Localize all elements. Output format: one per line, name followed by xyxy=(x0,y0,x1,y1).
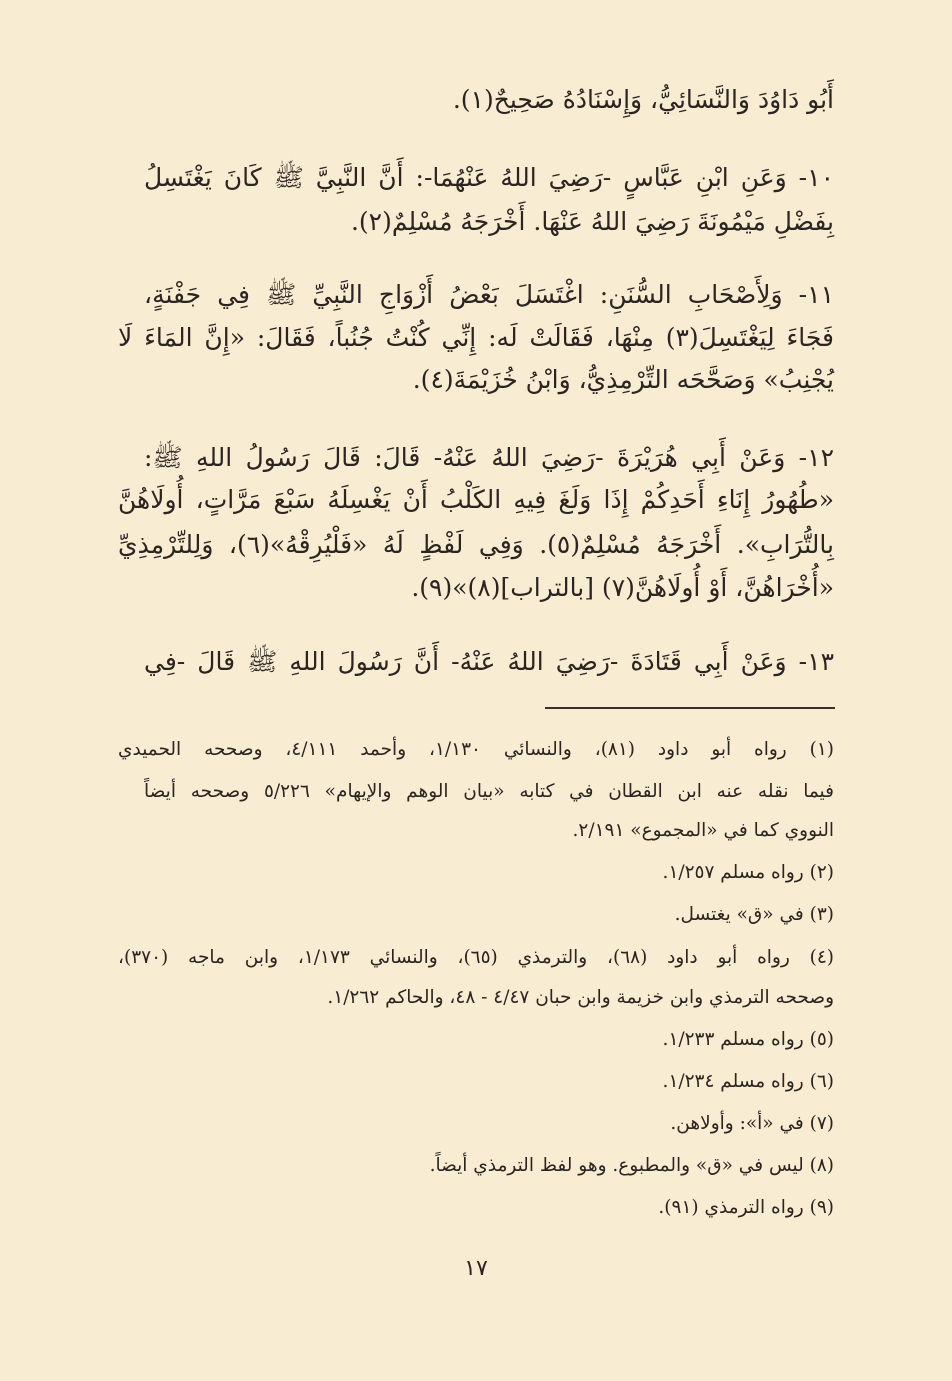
footnote-8: (٨) ليس في «ق» والمطبوع. وهو لفظ الترمذي أيضاً. xyxy=(429,1155,834,1176)
hadith-12-line-3: بِالتُّرَابِ». أَخْرَجَهُ مُسْلِمٌ(٥). وَفِي لَفْظٍ لَهُ «فَلْيُرِقْهُ»(٦)، وَلِلتِّرْمِذِيِّ xyxy=(118,530,834,559)
footnote-3: (٣) في «ق» يغتسل. xyxy=(674,904,834,925)
hadith-10-line-2: بِفَضْلِ مَيْمُونَةَ رَضِيَ اللهُ عَنْهَا. أَخْرَجَهُ مُسْلِمٌ(٢). xyxy=(350,207,834,236)
footnote-9: (٩) رواه الترمذي (٩١). xyxy=(658,1197,834,1218)
footnote-divider xyxy=(545,707,835,709)
footnote-1-line-3: النووي كما في «المجموع» ٢/١٩١. xyxy=(572,820,834,841)
hadith-12-line-1: ١٢- وَعَنْ أَبِي هُرَيْرَةَ -رَضِيَ اللهُ عَنْهُ- قَالَ: قَالَ رَسُولُ اللهِ ﷺ: xyxy=(144,443,834,472)
hadith-11-line-1: ١١- وَلِأَصْحَابِ السُّنَنِ: اغْتَسَلَ بَعْضُ أَزْوَاجِ النَّبِيِّ ﷺ فِي جَفْنَةٍ، xyxy=(144,280,834,309)
page-number: ١٧ xyxy=(464,1256,488,1281)
text-line: أَبُو دَاوُدَ وَالنَّسَائِيُّ، وَإِسْنَادُهُ صَحِيحٌ(١). xyxy=(452,85,834,114)
footnote-5: (٥) رواه مسلم ١/٢٣٣. xyxy=(662,1029,834,1050)
footnote-6: (٦) رواه مسلم ١/٢٣٤. xyxy=(662,1071,834,1092)
hadith-11-line-2: فَجَاءَ لِيَغْتَسِلَ(٣) مِنْهَا، فَقَالَتْ لَه: إِنِّي كُنْتُ جُنُباً، فَقَالَ: «إِنَّ المَاءَ لَا xyxy=(118,323,834,352)
hadith-12-line-4: «أُخْرَاهُنَّ، أَوْ أُولَاهُنَّ(٧) [بالتراب](٨)»(٩). xyxy=(411,573,834,602)
hadith-12-line-2: «طُهُورُ إِنَاءِ أَحَدِكُمْ إِذَا وَلَغَ فِيهِ الكَلْبُ أَنْ يَغْسِلَهُ سَبْعَ مَرَّاتٍ، أُولَاهُنَّ xyxy=(118,485,834,514)
footnote-2: (٢) رواه مسلم ١/٢٥٧. xyxy=(662,862,834,883)
footnote-4-line-1: (٤) رواه أبو داود (٦٨)، والترمذي (٦٥)، والنسائي ١/١٧٣، وابن ماجه (٣٧٠)، xyxy=(118,947,834,968)
footnote-1-line-1: (١) رواه أبو داود (٨١)، والنسائي ١/١٣٠، وأحمد ٤/١١١، وصححه الحميدي xyxy=(118,739,834,760)
hadith-13-line-1: ١٣- وَعَنْ أَبِي قَتَادَةَ -رَضِيَ اللهُ عَنْهُ- أَنَّ رَسُولَ اللهِ ﷺ قَالَ -فِي xyxy=(144,647,834,676)
hadith-11-line-3: يُجْنِبُ» وَصَحَّحَه التِّرْمِذِيُّ، وَابْنُ خُزَيْمَةَ(٤). xyxy=(412,365,834,394)
hadith-10-line-1: ١٠- وَعَنِ ابْنِ عَبَّاسٍ -رَضِيَ اللهُ عَنْهُمَا-: أَنَّ النَّبِيَّ ﷺ كَانَ يَغْتَسِلُ xyxy=(144,163,834,192)
footnote-7: (٧) في «أ»: وأولاهن. xyxy=(670,1113,834,1134)
footnote-1-line-2: فيما نقله عنه ابن القطان في كتابه «بيان الوهم والإيهام» ٥/٢٢٦ وصححه أيضاً xyxy=(144,781,834,802)
footnote-4-line-2: وصححه الترمذي وابن خزيمة وابن حبان ٤/٤٧ - ٤٨، والحاكم ١/٢٦٢. xyxy=(327,987,834,1008)
